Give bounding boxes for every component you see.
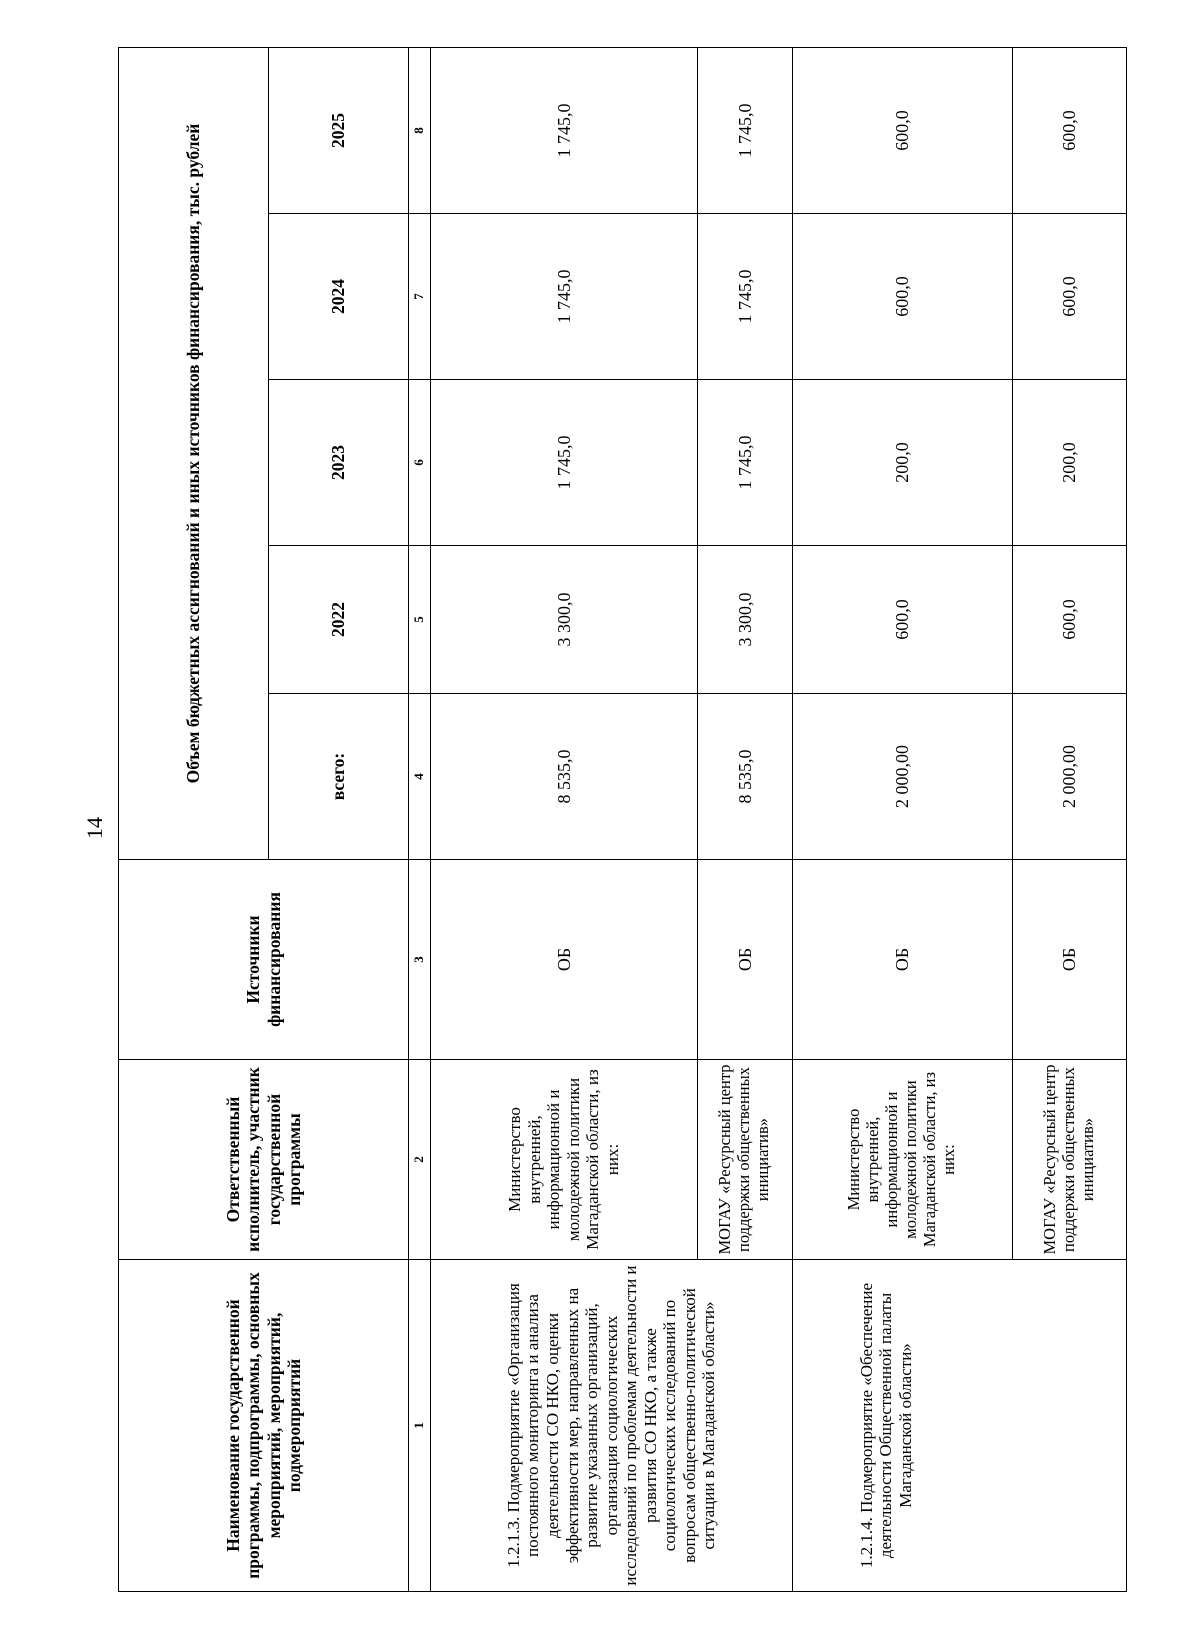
header-name: Наименование государственной программы, подпрограммы, основных мероприятий, мероприятий, подмероприятий — [119, 1260, 409, 1592]
column-number: 5 — [409, 546, 431, 694]
executor-cell: МОГАУ «Ресурсный центр поддержки общественных инициатив» — [1012, 1060, 1126, 1260]
total-cell: 8 535,0 — [697, 694, 792, 860]
source-cell: ОБ — [697, 860, 792, 1060]
rotated-table-wrapper — [118, 48, 1097, 1592]
header-2025: 2025 — [269, 47, 409, 213]
table-row — [792, 47, 1012, 1591]
source-cell: ОБ — [1012, 860, 1126, 1060]
table-row — [430, 47, 697, 1591]
value-2025-cell: 1 745,0 — [697, 47, 792, 213]
value-2023-cell: 1 745,0 — [430, 380, 697, 546]
total-cell: 2 000,00 — [792, 694, 1012, 860]
total-cell: 2 000,00 — [1012, 694, 1126, 860]
header-total: всего: — [269, 694, 409, 860]
value-2022-cell: 3 300,0 — [430, 546, 697, 694]
header-2024: 2024 — [269, 214, 409, 380]
header-executor: Ответственный исполнитель, участник государственной программы — [119, 1060, 409, 1260]
executor-cell: Министерство внутренней, информационной и молодежной политики Магаданской области, из них: — [430, 1060, 697, 1260]
value-2023-cell: 1 745,0 — [697, 380, 792, 546]
value-2022-cell: 3 300,0 — [697, 546, 792, 694]
value-2025-cell: 1 745,0 — [430, 47, 697, 213]
value-2024-cell: 1 745,0 — [697, 214, 792, 380]
header-2023: 2023 — [269, 380, 409, 546]
financing-table — [118, 47, 1127, 1592]
activity-name: 1.2.1.3. Подмероприятие «Организация постоянного мониторинга и анализа деятельности СО НКО, оценки эффективности мер, направленных на развитие указанных организаций, организация социологических исследований по проблемам деятельности и развития СО НКО, а также социологических исследований по вопросам общественно-политической ситуации в Магаданской области» — [430, 1260, 792, 1592]
source-cell: ОБ — [792, 860, 1012, 1060]
header-source: Источники финансирования — [119, 860, 409, 1060]
value-2024-cell: 600,0 — [1012, 214, 1126, 380]
value-2025-cell: 600,0 — [1012, 47, 1126, 213]
value-2023-cell: 200,0 — [792, 380, 1012, 546]
value-2024-cell: 1 745,0 — [430, 214, 697, 380]
page-number: 14 — [82, 817, 107, 839]
header-financing-group: Объем бюджетных ассигнований и иных источников финансирования, тыс. рублей — [119, 47, 269, 859]
value-2023-cell: 200,0 — [1012, 380, 1126, 546]
column-number: 4 — [409, 694, 431, 860]
column-number: 6 — [409, 380, 431, 546]
column-number: 3 — [409, 860, 431, 1060]
column-number-row — [409, 47, 431, 1591]
value-2024-cell: 600,0 — [792, 214, 1012, 380]
header-2022: 2022 — [269, 546, 409, 694]
column-number: 7 — [409, 214, 431, 380]
value-2025-cell: 600,0 — [792, 47, 1012, 213]
executor-cell: МОГАУ «Ресурсный центр поддержки общественных инициатив» — [697, 1060, 792, 1260]
column-number: 1 — [409, 1260, 431, 1592]
value-2022-cell: 600,0 — [792, 546, 1012, 694]
value-2022-cell: 600,0 — [1012, 546, 1126, 694]
column-number: 2 — [409, 1060, 431, 1260]
total-cell: 8 535,0 — [430, 694, 697, 860]
source-cell: ОБ — [430, 860, 697, 1060]
activity-name: 1.2.1.4. Подмероприятие «Обеспечение деятельности Общественной палаты Магаданской области» — [792, 1260, 1126, 1592]
column-number: 8 — [409, 47, 431, 213]
executor-cell: Министерство внутренней, информационной и молодежной политики Магаданской области, из них: — [792, 1060, 1012, 1260]
